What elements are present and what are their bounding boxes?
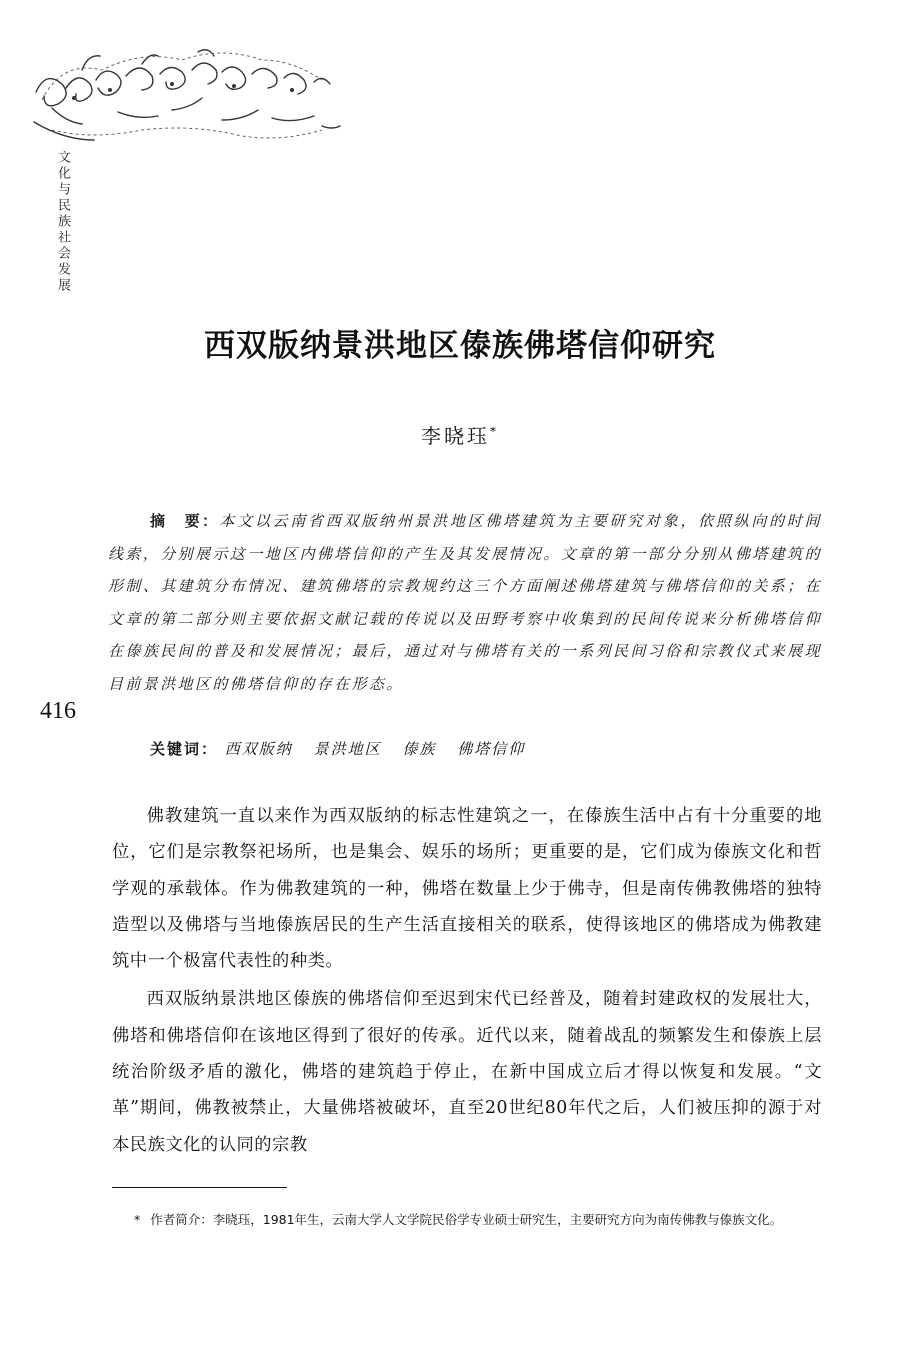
footnote-text: 作者简介：李晓珏，1981年生，云南大学人文学院民俗学专业硕士研究生，主要研究方向为南传佛教与傣族文化。 [150,1212,783,1227]
article-body [112,798,822,1163]
header-ornament-logo [22,30,352,150]
keyword: 傣族 [402,740,437,758]
abstract [108,505,822,700]
author-line [0,420,920,449]
keywords [150,738,810,759]
page-number: 416 [40,698,76,724]
author-name: 李晓珏 [421,424,490,448]
keyword: 佛塔信仰 [457,740,526,758]
keyword: 西双版纳 [224,740,293,758]
body-paragraph: 西双版纳景洪地区傣族的佛塔信仰至迟到宋代已经普及，随着封建政权的发展壮大，佛塔和佛塔信仰在该地区得到了很好的传承。近代以来，随着战乱的频繁发生和傣族上层统治阶级矛盾的激化，佛塔的建筑趋于停止，在新中国成立后才得以恢复和发展。“文革”期间，佛教被禁止，大量佛塔被破坏，直至20世纪80年代之后，人们被压抑的源于对本民族文化的认同的宗教 [112,989,822,1155]
journal-running-head: 文化与民族社会发展 [55,150,70,294]
author-footnote-mark: * [490,424,499,439]
abstract-label: 摘 要： [150,512,220,530]
keywords-label: 关键词： [150,740,219,758]
article-title: 西双版纳景洪地区傣族佛塔信仰研究 [204,328,716,364]
footnote-marker: * [134,1212,141,1227]
keyword: 景洪地区 [313,740,382,758]
body-paragraph: 佛教建筑一直以来作为西双版纳的标志性建筑之一，在傣族生活中占有十分重要的地位，它们是宗教祭祀场所，也是集会、娱乐的场所；更重要的是，它们成为傣族文化和哲学观的承载体。作为佛教建筑的一种，佛塔在数量上少于佛寺，但是南传佛教佛塔的独特造型以及佛塔与当地傣族居民的生产生活直接相关的联系，使得该地区的佛塔成为佛教建筑中一个极富代表性的种类。 [112,806,822,972]
abstract-text: 本文以云南省西双版纳州景洪地区佛塔建筑为主要研究对象，依照纵向的时间线索，分别展示这一地区内佛塔信仰的产生及其发展情况。文章的第一部分分别从佛塔建筑的形制、其建筑分布情况、建筑佛塔的宗教规约这三个方面阐述佛塔建筑与佛塔信仰的关系；在文章的第二部分则主要依据文献记载的传说以及田野考察中收集到的民间传说来分析佛塔信仰在傣族民间的普及和发展情况；最后，通过对与佛塔有关的一系列民间习俗和宗教仪式来展现目前景洪地区的佛塔信仰的存在形态。 [108,512,822,693]
footnote-divider [112,1187,287,1188]
footnote [112,1208,822,1231]
